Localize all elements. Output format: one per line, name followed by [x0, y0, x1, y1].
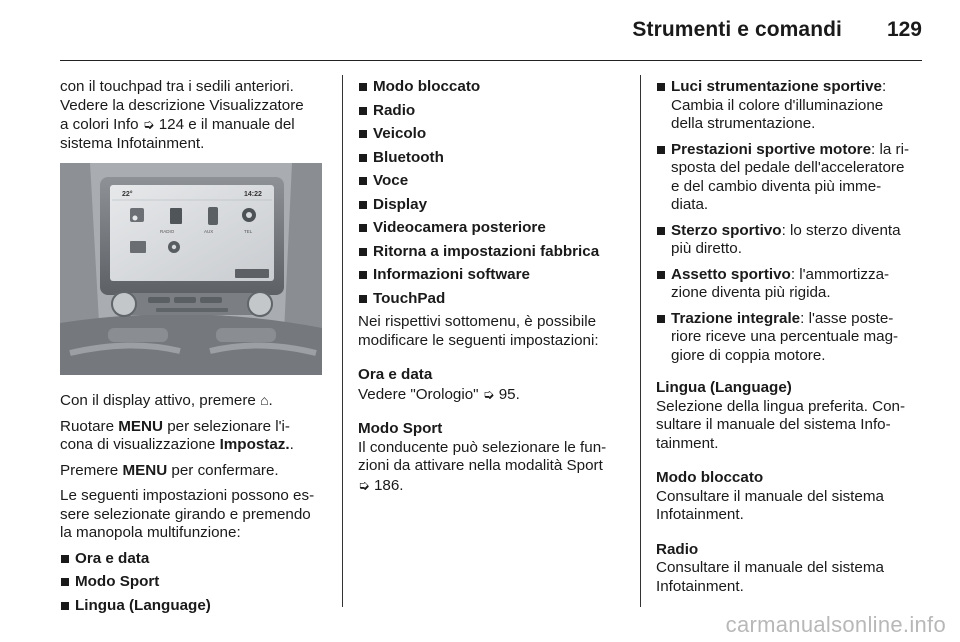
rotate-instruction: Ruotare MENU per selezionare l'i- cona di visualizzazione Impostaz..	[60, 417, 294, 453]
list-item: Voce	[358, 172, 628, 191]
list-item: Luci strumentazione sportive: Cambia il colore d'illuminazione della strumentazione.	[656, 78, 928, 134]
section-heading: Radio	[656, 540, 699, 558]
section-lingua: Lingua (Language) Selezione della lingua preferita. Con- sultare il manuale del sistema Info- tainment.	[656, 379, 928, 453]
left-knob	[112, 292, 136, 316]
intro-paragraph: con il touchpad tra i sedili anteriori. Vedere la descrizione Visualizzatore a colori Info ➭ 124 e il manuale del sistema Infotainment.	[60, 78, 304, 152]
column-divider-1	[342, 75, 343, 607]
page-header	[0, 0, 960, 62]
screen-settings-icon	[168, 241, 180, 253]
section-heading: Modo bloccato	[656, 469, 764, 486]
list-item: Display	[358, 196, 628, 215]
home-icon: ⌂	[260, 392, 269, 408]
list-item: Bluetooth	[358, 149, 628, 168]
right-knob	[248, 292, 272, 316]
press-instruction: Premere MENU per confermare.	[60, 461, 279, 479]
screen-gallery-icon	[130, 241, 146, 253]
page-number: 129	[886, 18, 922, 41]
reference-arrow-icon: ➭	[482, 385, 495, 402]
reference-arrow-icon: ➭	[142, 116, 155, 132]
list-item: TouchPad	[358, 290, 628, 309]
page-title: Strumenti e comandi	[632, 18, 842, 41]
list-item: Ritorna a impostazioni fabbrica	[358, 243, 628, 262]
screen-temperature: 22°	[122, 191, 133, 198]
svg-text:RADIO: RADIO	[160, 229, 175, 234]
screen-radio-icon	[170, 208, 182, 224]
list-item: Trazione integrale: l'asse poste- riore riceve una percentuale mag- giore di coppia motore.	[656, 310, 928, 366]
section-heading: Ora e data	[358, 366, 433, 383]
list-item: Assetto sportivo: l'ammortizza- zione diventa più rigida.	[656, 266, 928, 303]
header-rule	[60, 60, 922, 61]
infotainment-display-photo	[60, 163, 322, 375]
screen-music-icon	[130, 208, 144, 222]
list-item: Sterzo sportivo: lo sterzo diventa più diretto.	[656, 222, 928, 259]
list-item: Modo bloccato	[358, 78, 628, 97]
list-item: Veicolo	[358, 125, 628, 144]
section-heading: Modo Sport	[358, 420, 443, 437]
section-heading: Lingua (Language)	[656, 379, 792, 396]
screen-phone-icon	[208, 207, 218, 225]
column-2	[358, 78, 628, 511]
column-3	[656, 78, 928, 612]
section-modo-bloccato: Modo bloccato Consultare il manuale del sistema Infotainment.	[656, 469, 928, 525]
watermark: carmanualsonline.info	[725, 612, 946, 637]
list-intro: Le seguenti impostazioni possono es- sere selezionate girando e premendo la manopola multifunzione:	[60, 487, 315, 541]
screen-navigation-icon	[242, 208, 256, 222]
section-radio: Radio Consultare il manuale del sistema Infotainment.	[656, 541, 928, 597]
list-item: Videocamera posteriore	[358, 219, 628, 238]
column-1	[60, 78, 326, 620]
screen-clock: 14:22	[244, 191, 262, 198]
section-ora-e-data: Ora e data Vedere "Orologio" ➭ 95.	[358, 366, 628, 404]
reference-arrow-icon: ➭	[358, 476, 370, 493]
submenu-note: Nei rispettivi sottomenu, è possibile modificare le seguenti impostazioni:	[358, 313, 599, 349]
list-item: Radio	[358, 102, 628, 121]
list-item: Modo Sport	[60, 573, 326, 592]
list-item: Lingua (Language)	[60, 597, 326, 616]
section-modo-sport: Modo Sport Il conducente può selezionare le fun- zioni da attivare nella modalità Sport ➭ 186.	[358, 420, 628, 495]
list-item: Informazioni software	[358, 266, 628, 285]
svg-text:TEL: TEL	[244, 229, 253, 234]
list-item: Prestazioni sportive motore: la ri- sposta del pedale dell'acceleratore e del cambio diventa più imme- diata.	[656, 141, 928, 215]
column-divider-2	[640, 75, 641, 607]
svg-text:AUX: AUX	[204, 229, 214, 234]
list-item: Ora e data	[60, 550, 326, 569]
display-instruction: Con il display attivo, premere ⌂.	[60, 392, 273, 409]
